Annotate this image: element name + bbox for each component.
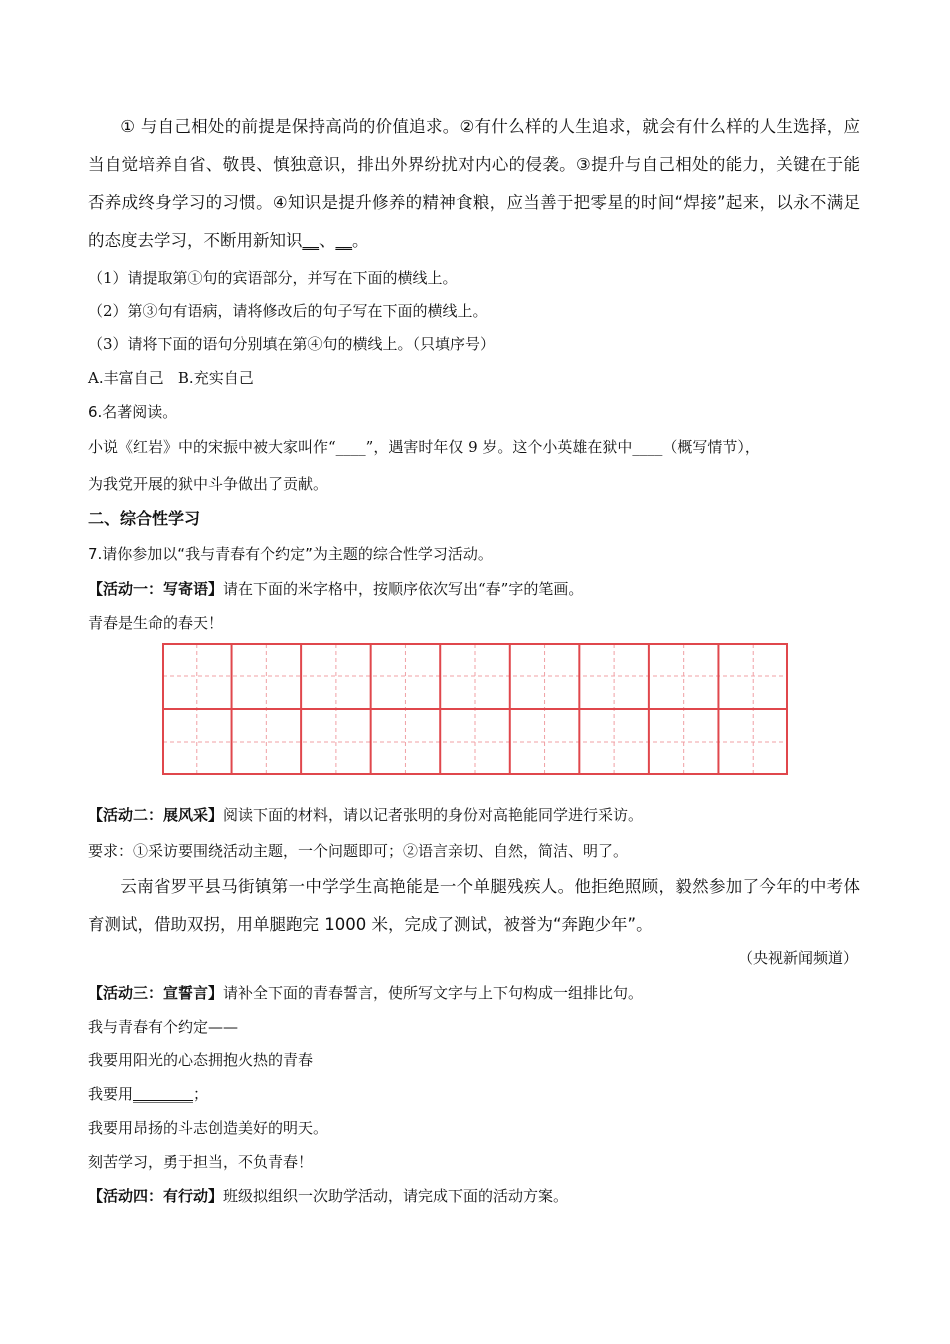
sub-question-1: （1）请提取第①句的宾语部分，并写在下面的横线上。: [88, 269, 458, 287]
activity-4-tag: 【活动四：有行动】: [88, 1187, 224, 1205]
q7-title: 7.请你参加以“我与青春有个约定”为主题的综合性学习活动。: [88, 545, 493, 563]
oath-line-2: 我要用阳光的心态拥抱火热的青春: [88, 1051, 314, 1069]
oath-line-3: 我要用________；: [88, 1085, 209, 1103]
activity-2-tag: 【活动二：展风采】: [88, 806, 224, 824]
activity-1: 【活动一：写寄语】请在下面的米字格中，按顺序依次写出“春”字的笔画。: [88, 580, 584, 598]
q6-line-2: 为我党开展的狱中斗争做出了贡献。: [88, 475, 329, 493]
activity-3-tag: 【活动三：宣誓言】: [88, 984, 224, 1002]
section-heading: 二、综合性学习: [88, 509, 201, 528]
q6-line-1: 小说《红岩》中的宋振中被大家叫作“____”，遇害时年仅 9 岁。这个小英雄在狱中____（概写情节），: [88, 438, 760, 456]
oath-blank[interactable]: ________: [133, 1085, 194, 1103]
oath-line-4: 我要用昂扬的斗志创造美好的明天。: [88, 1119, 329, 1137]
activity-1-tag: 【活动一：写寄语】: [88, 580, 224, 598]
requirement-line: 要求：①采访要围绕活动主题，一个问题即可；②语言亲切、自然，简洁、明了。: [88, 842, 629, 860]
sub-question-3: （3）请将下面的语句分别填在第④句的横线上。（只填序号）: [88, 335, 496, 353]
passage-blank-2: __: [335, 231, 352, 250]
motto-line: 青春是生命的春天！: [88, 614, 224, 632]
oath-line-5: 刻苦学习，勇于担当，不负青春！: [88, 1153, 314, 1171]
activity-4: 【活动四：有行动】班级拟组织一次助学活动，请完成下面的活动方案。: [88, 1187, 569, 1205]
mi-character-grid[interactable]: [162, 643, 788, 775]
passage-blank-1: __: [302, 231, 319, 250]
activity-2: 【活动二：展风采】阅读下面的材料，请以记者张明的身份对高艳能同学进行采访。: [88, 806, 644, 824]
options-line: A.丰富自己 B.充实自己: [88, 369, 254, 387]
sub-question-2: （2）第③句有语病，请将修改后的句子写在下面的横线上。: [88, 302, 488, 320]
q6-title: 6.名著阅读。: [88, 403, 178, 421]
material-paragraph: 云南省罗平县马街镇第一中学学生高艳能是一个单腿残疾人。他拒绝照顾，毅然参加了今年的中考体育测试，借助双拐，用单腿跑完 1000 米，完成了测试，被誉为“奔跑少年”。: [88, 877, 860, 934]
passage-paragraph: ① 与自己相处的前提是保持高尚的价值追求。②有什么样的人生追求，就会有什么样的人生选择，应当自觉培养自省、敬畏、慎独意识，排出外界纷扰对内心的侵袭。③提升与自己相处的能力，关键在于能否养成终身学习的习惯。④知识是提升修养的精神食粮，应当善于把零星的时间“焊接”起来，以永不满足的态度去学习，不断用新知识__、__。: [88, 117, 860, 250]
activity-3: 【活动三：宣誓言】请补全下面的青春誓言，使所写文字与上下句构成一组排比句。: [88, 984, 644, 1002]
oath-line-1: 我与青春有个约定——: [88, 1018, 239, 1036]
source-line: （央视新闻频道）: [737, 949, 858, 967]
